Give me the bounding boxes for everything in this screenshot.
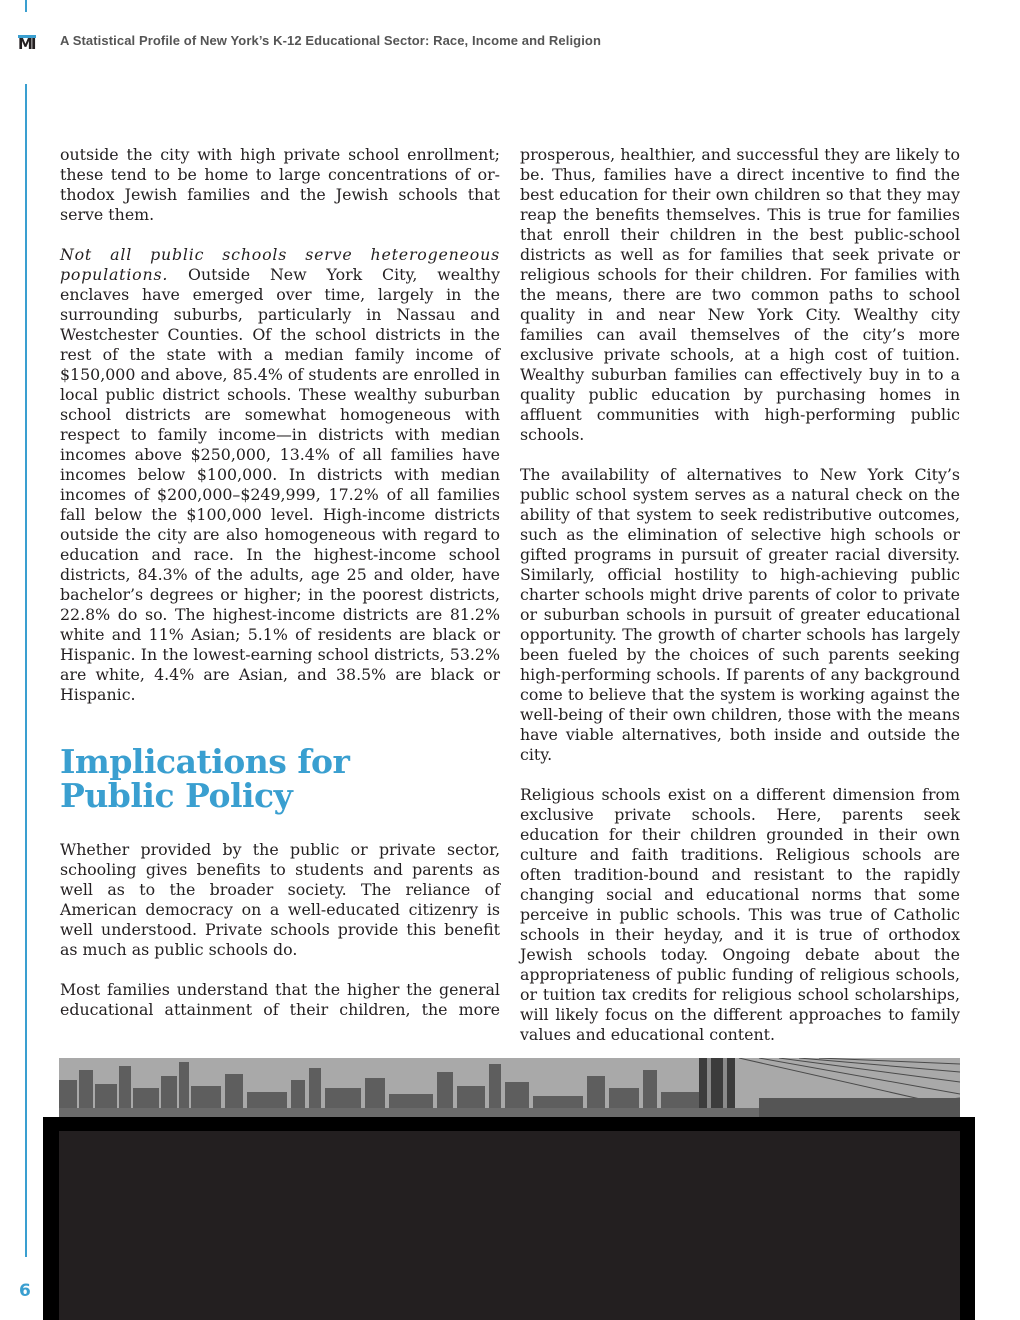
left-paragraph-2 xyxy=(60,245,500,705)
page-number: 6 xyxy=(19,1281,31,1301)
running-header-title: A Statistical Profile of New York’s K-12 Educational Sector: Race, Income and Religion xyxy=(60,33,602,48)
section-heading-line-2: Public Policy xyxy=(60,776,293,815)
margin-rule xyxy=(25,84,27,1257)
left-paragraph-1: outside the city with high private school enrollment; these tend to be home to large concentrations of orthodox Jewish families and the Jewish schools that serve them. xyxy=(60,145,500,224)
right-column xyxy=(520,145,960,1065)
mi-logo xyxy=(18,35,36,51)
right-paragraph-2: The availability of alternatives to New York City’s public school system serves as a natural check on the ability of that system to seek redistributive outcomes, such as the elimination of selective high schools or gifted programs in pursuit of greater racial diversity. Similarly, official hostility to high-achieving public charter schools might drive parents of color to private or suburban schools in pursuit of greater educational opportunity. The growth of charter schools has largely been fueled by the choices of such parents seeking high-performing schools. If parents of any background come to believe that the system is working against the well-being of their own children, those with the means have viable alternatives, both inside and outside the city. xyxy=(520,465,960,764)
margin-rule-top xyxy=(25,0,27,12)
right-paragraph-1: prosperous, healthier, and successful they are likely to be. Thus, families have a direct incentive to find the best education for their own children so that they may reap the benefits themselves. This is true for families that enroll their children in the best public-school districts as well as for families that seek private or religious schools for their children. For families with the means, there are two common paths to school quality in and near New York City. Wealthy city families can avail themselves of the city’s more exclusive private schools, at a high cost of tuition. Wealthy suburban families can effectively buy in to a quality public education by purchasing homes in affluent communities with high-performing public schools. xyxy=(520,145,960,444)
section-heading xyxy=(60,742,500,815)
logo-text: MI xyxy=(18,35,35,53)
dark-graphic-panel-inner xyxy=(59,1131,960,1320)
right-paragraph-3: Religious schools exist on a different dimension from exclusive private schools. Here, parents seek education for their children grounded in their own culture and faith traditions. Religious schools are often tradition-bound and resistant to the rapidly changing social and educational norms that some perceive in public schools. This was true of Catholic schools in their heyday, and it is true of orthodox Jewish schools today. Ongoing debate about the appropriateness of public funding of religious schools, or tuition tax credits for religious school scholarships, will likely focus on the different approaches to family values and educational content. xyxy=(520,785,960,1044)
italic-lead-in: Not all public schools serve heterogeneous populations. xyxy=(60,245,500,284)
city-skyline-photo xyxy=(59,1058,960,1122)
left-paragraph-3: Whether provided by the public or private sector, schooling gives benefits to students and parents as well as to the broader society. The reliance of American democracy on a well-educated citizenry is well understood. Private schools provide this benefit as much as public schools do. xyxy=(60,840,500,959)
left-column xyxy=(60,145,500,1040)
dark-graphic-panel xyxy=(43,1117,975,1320)
left-paragraph-2-body: Outside New York City, wealthy enclaves have emerged over time, largely in the surrounding suburbs, particularly in Nassau and Westchester Counties. Of the school districts in the rest of the state with a median family income of $150,000 and above, 85.4% of students are enrolled in local public district schools. These wealthy suburban school districts are somewhat homogeneous with respect to family income—in districts with median incomes above $250,000, 13.4% of all families have incomes below $100,000. In districts with median incomes of $200,000–$249,999, 17.2% of all families fall below the $100,000 level. High-income districts outside the city are also homogeneous with regard to education and race. In the highest-income school districts, 84.3% of the adults, age 25 and older, have bachelor’s degrees or higher; in the poorest districts, 22.8% do so. The highest-income districts are 81.2% white and 11% Asian; 5.1% of residents are black or Hispanic. In the lowest-earning school districts, 53.2% are white, 4.4% are Asian, and 38.5% are black or Hispanic. xyxy=(60,265,500,704)
skyline-illustration xyxy=(59,1058,960,1122)
section-heading-line-1: Implications for xyxy=(60,742,350,781)
left-paragraph-4: Most families understand that the higher the general educational attainment of their children, the more xyxy=(60,980,500,1019)
